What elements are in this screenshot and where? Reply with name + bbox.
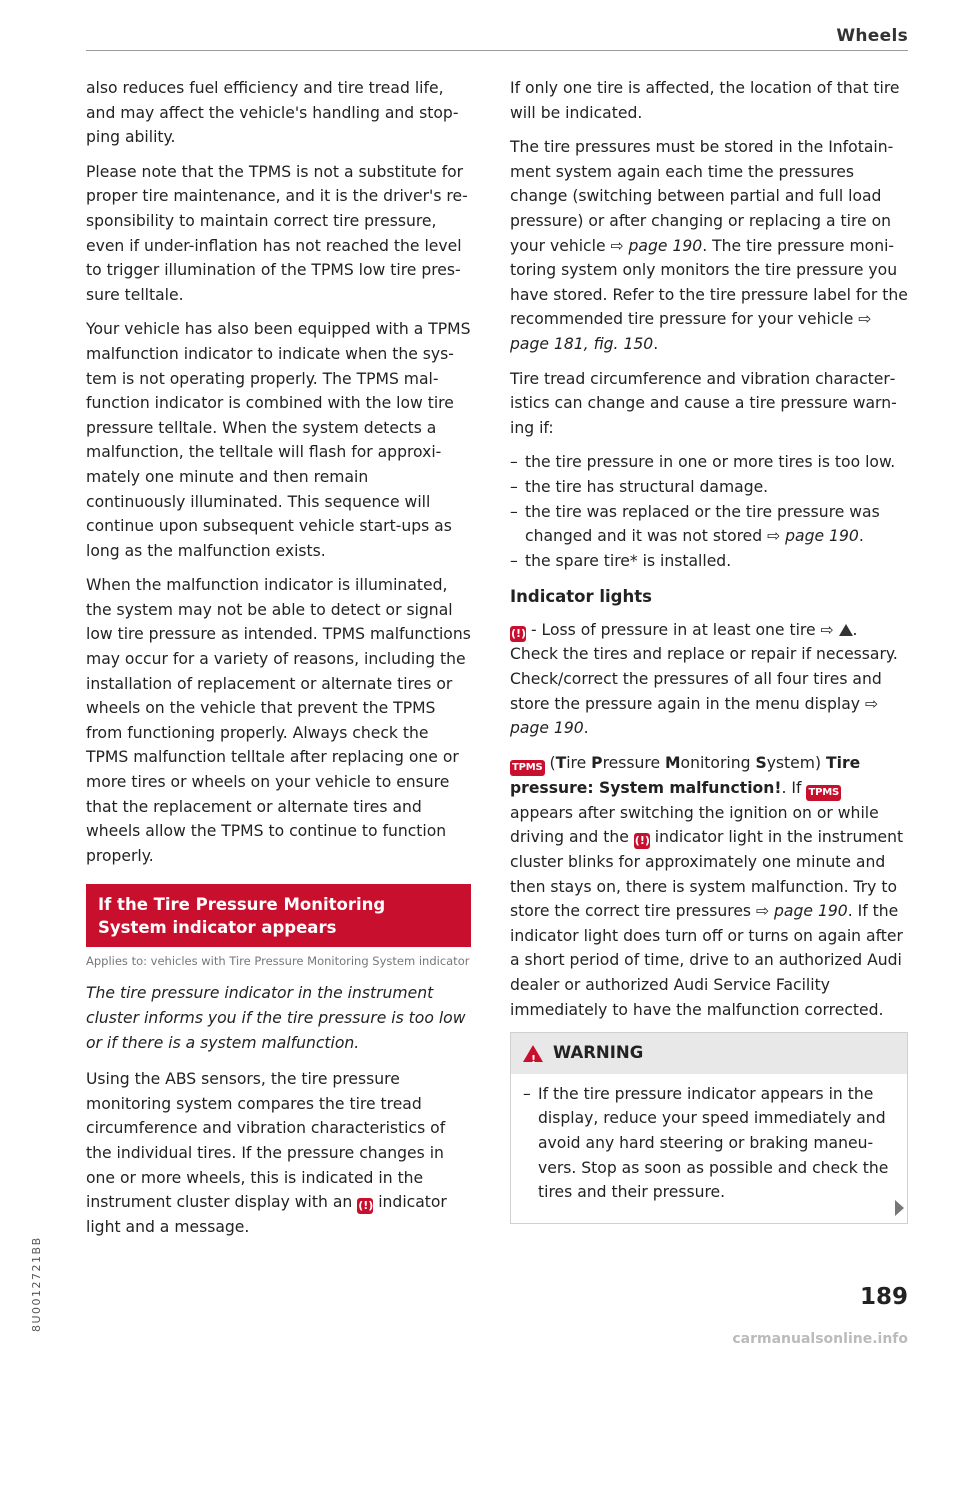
tpms-indicator-icon: TPMS — [510, 760, 545, 776]
malfunction-message: Tire pressure: System malfunction! — [510, 753, 861, 797]
paragraph: Your vehicle has also been equipped with a TPMS malfunction indicator to indicate when the system is not operating properly. The TPMS malfunction indicator is combined with the low tire pressure telltale. When the system detects a malfunction, the telltale will flash for approximately one minute and then remain continuously illuminated. This sequence will continue upon subsequent vehicle start-ups as long as the malfunction exists. — [86, 320, 471, 560]
warning-box — [510, 1032, 908, 1224]
paragraph: Using the ABS sensors, the tire pressure monitoring system compares the tire tread circumference and vibration characteristics of the individual tires. If the pressure changes in one or more wheels, this is indicated in the instrument cluster display with an (!) indicator light and a message. — [86, 1070, 447, 1236]
page-reference[interactable]: ⇨ page 181, fig. 150 — [510, 310, 872, 353]
paragraph: Tire tread circumference and vibration characteristics can change and cause a tire pressure warning if: — [510, 369, 897, 437]
page-reference[interactable]: ⇨ page 190 — [610, 236, 703, 255]
page-number: 189 — [859, 1284, 908, 1310]
warning-triangle-icon — [523, 1045, 543, 1062]
indicator-description: (!) - Loss of pressure in at least one tire ⇨ . Check the tires and replace or repair if necessary. Check/correct the pressures of all four tires and store the pressure again in the menu display ⇨ page 190. — [510, 620, 898, 738]
indicator-lights-heading: Indicator lights — [510, 587, 652, 607]
tpms-indicator-icon: TPMS — [806, 785, 841, 801]
paragraph: The tire pressures must be stored in the Infotainment system again each time the pressures change (switching between partial and full load pressure) or after changing or replacing a tire on your vehicle ⇨ page 190. The tire pressure monitoring system only monitors the tire pressure you have stored. Refer to the tire pressure label for the recommended tire pressure for your vehicle ⇨ page 181, fig. 150. — [510, 138, 908, 353]
left-column — [86, 76, 471, 1249]
page-reference[interactable]: ⇨ page 190 — [767, 527, 859, 546]
warning-list — [523, 1082, 895, 1205]
paragraph: Please note that the TPMS is not a substitute for proper tire maintenance, and it is the driver's responsibility to maintain correct tire pressure, even if under-inflation has not reached the level to trigger illumination of the TPMS low tire pressure telltale. — [86, 162, 468, 304]
tire-pressure-indicator-icon: (!) — [358, 1199, 374, 1213]
tire-pressure-indicator-icon: (!) — [511, 626, 527, 640]
warning-header — [511, 1033, 907, 1074]
list-item: – If the tire pressure indicator appears in the display, reduce your speed immediately and avoid any hard steering or braking maneuvers. Stop as soon as possible and check the tires and their pressure. — [523, 1082, 895, 1205]
paragraph: also reduces fuel efficiency and tire tread life, and may affect the vehicle's handling and stopping ability. — [86, 79, 459, 147]
doc-code-wrapper — [30, 1236, 43, 1492]
header-rule — [86, 50, 908, 51]
page-reference[interactable]: ⇨ page 190 — [510, 694, 879, 738]
warning-box-wrapper — [510, 1032, 908, 1224]
continue-arrow-icon — [895, 1200, 904, 1216]
list-item: – the tire was replaced or the tire pressure was changed and it was not stored ⇨ page 190. — [510, 500, 908, 549]
warning-body — [511, 1074, 907, 1223]
paragraph: When the malfunction indicator is illuminated, the system may not be able to detect or signal low tire pressure as intended. TPMS malfunctions may occur for a variety of reasons, including the installation of replacement or alternate tires or wheels on the vehicle that prevent the TPMS from functioning properly. Always check the TPMS malfunction telltale after replacing one or more tires or wheels on your vehicle to ensure that the replacement or alternate tires and wheels allow the TPMS to continue to function properly. — [86, 576, 471, 865]
condition-list — [510, 450, 908, 573]
indicator-description: TPMS (Tire Pressure Monitoring System) Tire pressure: System malfunction!. If TPMS appears after switching the ignition on or while driving and the (!) indicator light in the instrument cluster blinks for approximately one minute and then stays on, there is system malfunction. Try to store the correct tire pressures ⇨ page 190. If the indicator light does turn off or turns on again after a short period of time, drive to an authorized Audi dealer or authorized Audi Service Facility immediately to have the malfunction corrected. — [510, 753, 904, 1019]
warning-title: WARNING — [553, 1043, 644, 1063]
applies-to-note: Applies to: vehicles with Tire Pressure Monitoring System indicator — [86, 954, 470, 969]
warning-triangle-icon — [839, 624, 853, 636]
section-intro: The tire pressure indicator in the instrument cluster informs you if the tire pressure is too low or if there is a system malfunction. — [86, 984, 466, 1052]
list-item: – the tire pressure in one or more tires is too low. — [510, 450, 908, 475]
paragraph: If only one tire is affected, the location of that tire will be indicated. — [510, 79, 900, 122]
page-reference[interactable]: ⇨ page 190 — [756, 902, 848, 921]
right-column — [510, 76, 908, 1224]
running-header: Wheels — [836, 26, 908, 46]
tire-pressure-indicator-icon: (!) — [634, 834, 650, 848]
watermark: carmanualsonline.info — [732, 1331, 908, 1347]
list-item: – the tire has structural damage. — [510, 475, 908, 500]
section-heading: If the Tire Pressure Monitoring System indicator appears — [86, 884, 471, 947]
document-code: 8U0012721BB — [30, 1236, 43, 1332]
list-item: – the spare tire* is installed. — [510, 549, 908, 574]
